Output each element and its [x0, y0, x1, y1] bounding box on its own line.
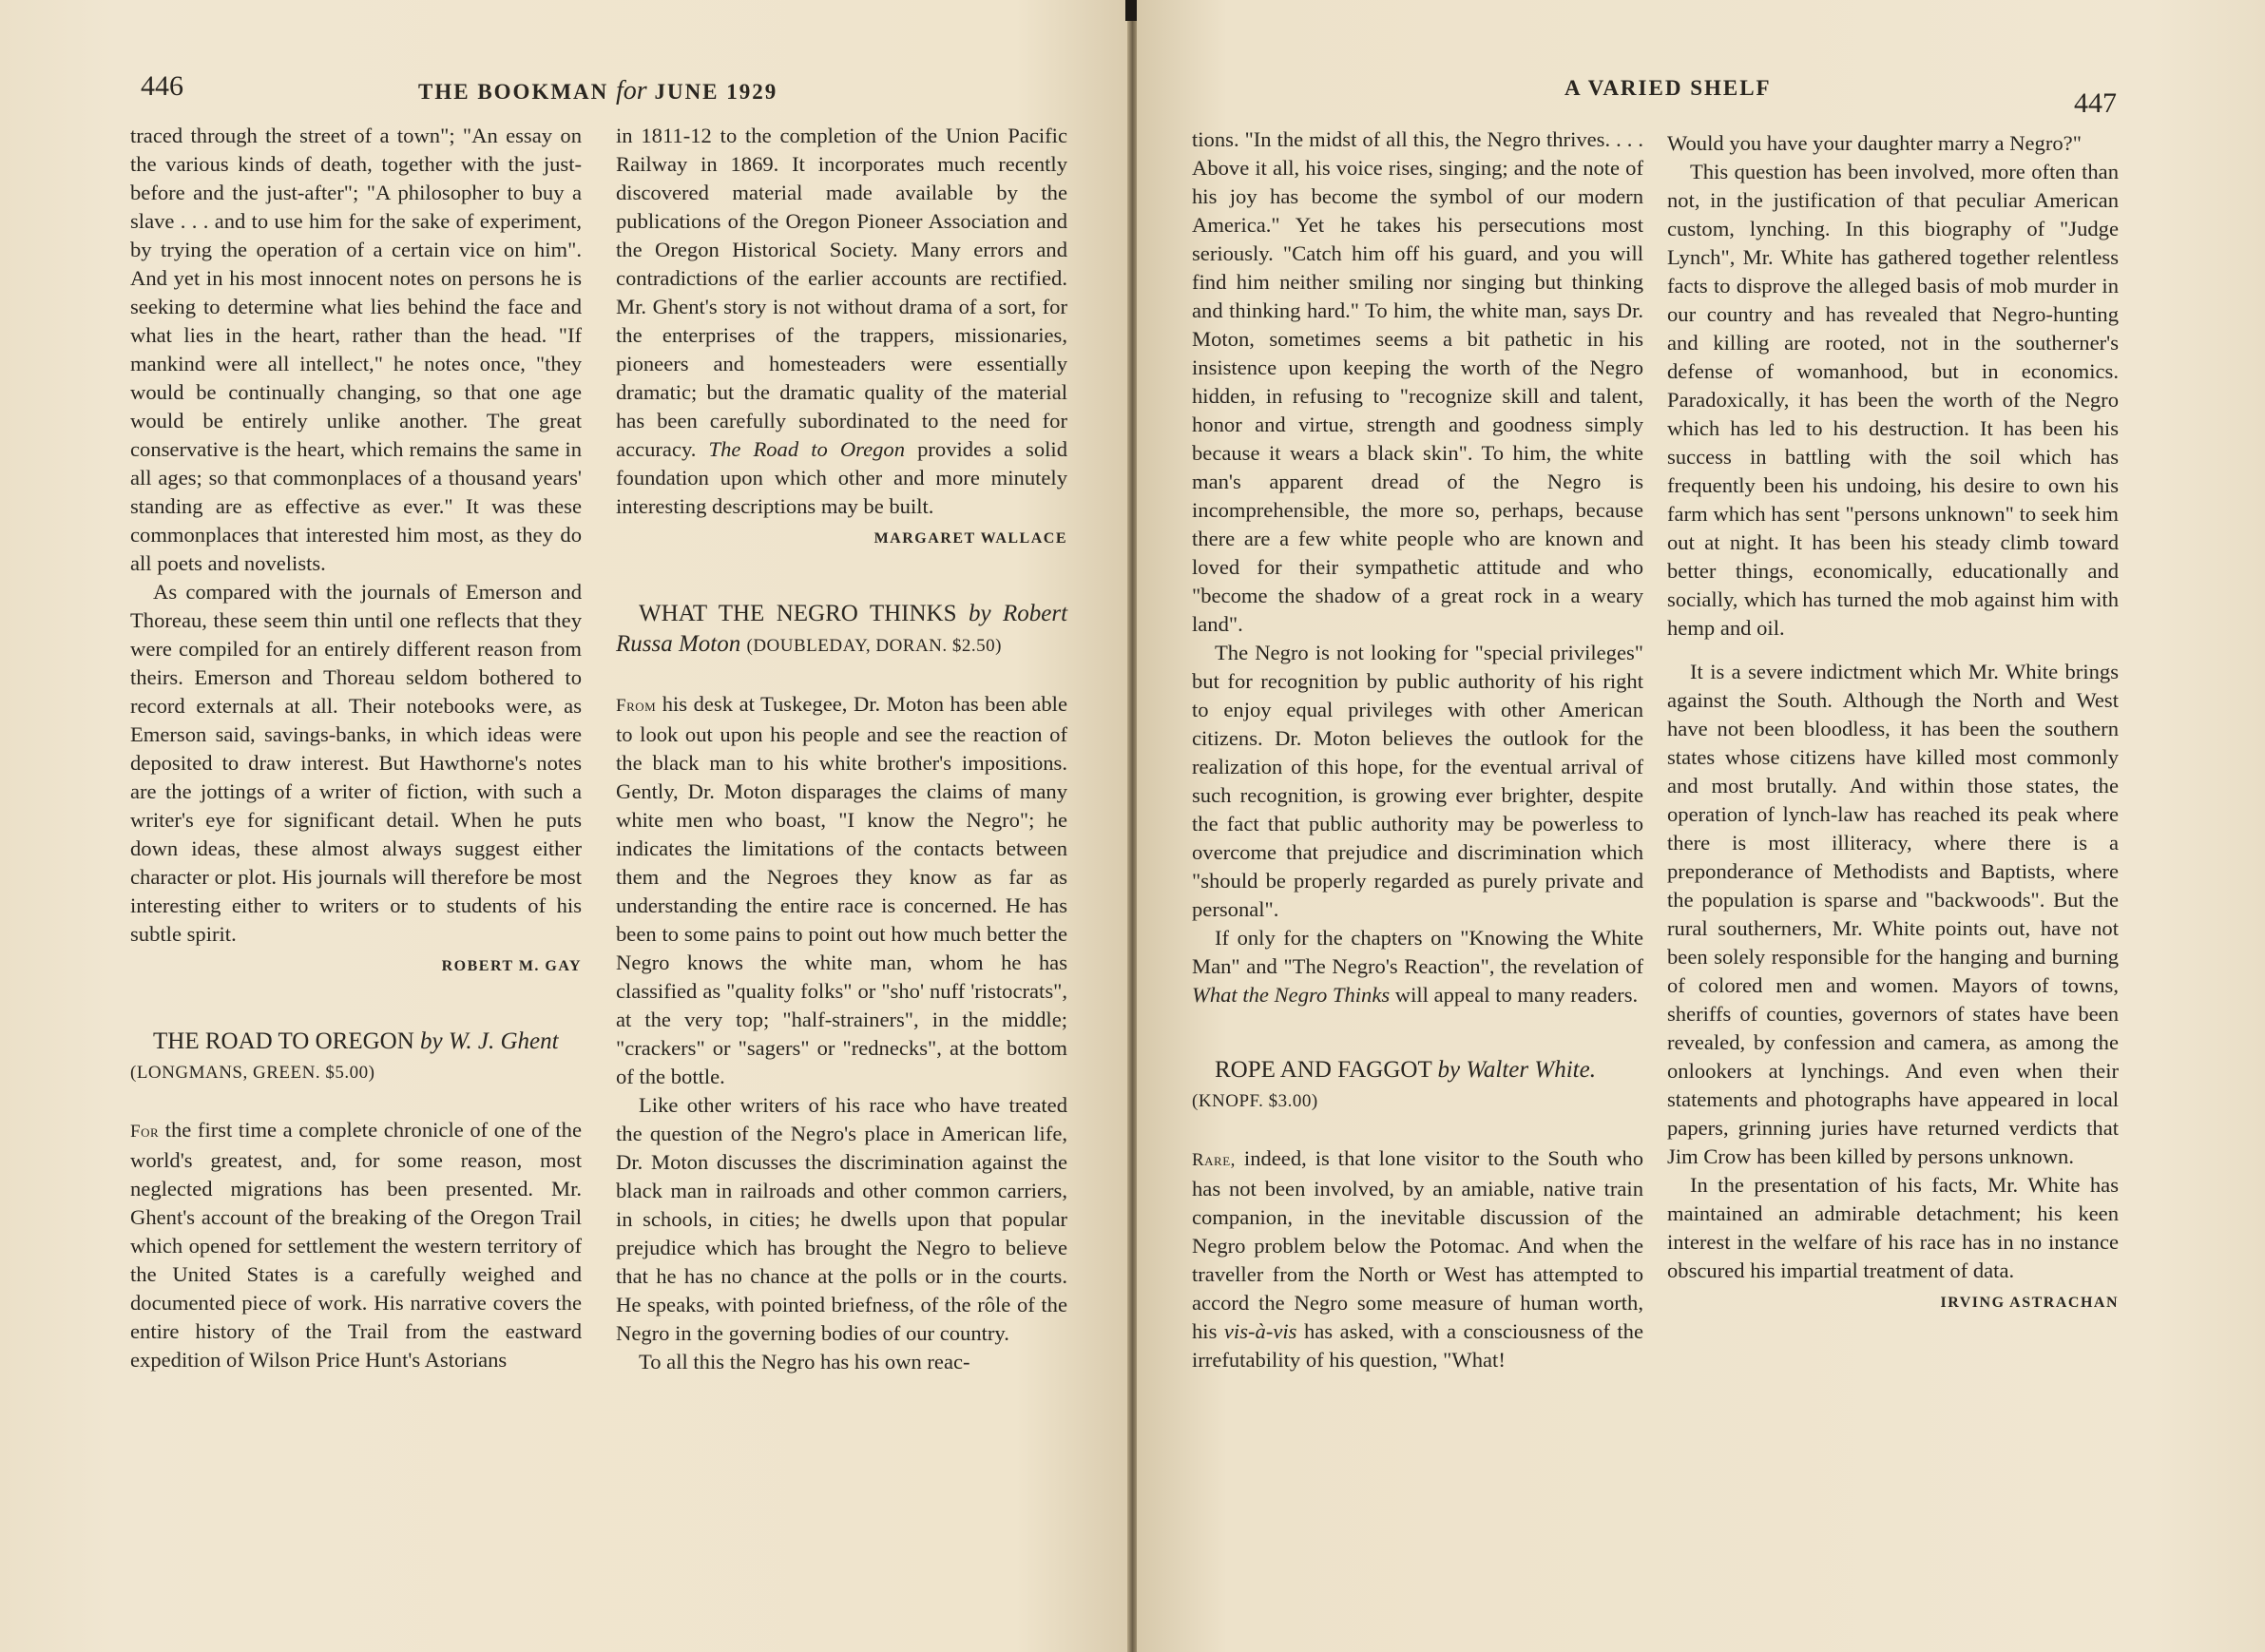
paragraph: in 1811-12 to the completion of the Union Pacific Railway in 1869. It incorporates much recently discovered material made available by the publications of the Oregon Pioneer Association and the Oregon Historical Society. Many errors and contradictions of the earlier accounts are rectified. Mr. Ghent's story is not without drama of a sort, for the enterprises of the trappers, missionaries, pioneers and homesteaders were essentially dramatic; but the dramatic quality of the material has been carefully subordinated to the need for accuracy. The Road to Oregon provides a solid foundation upon which other and more minutely interesting descriptions may be built. — [616, 124, 1067, 518]
paragraph: This question has been involved, more often than not, in the justification of that peculiar American custom, lynching. In this biography of "Judge Lynch", Mr. White has gathered together relentless facts to disprove the alleged basis of mob murder in our country and has revealed that Negro-hunting and killing are rooted, not in the southerner's defense of womanhood, but in economics. Paradoxically, it has been the worth of the Negro which has led to his destruction. It has been his success in battling with the soil which has frequently been his undoing, his desire to own his farm which has sent "persons unknown" to seek him out at night. It has been his steady climb toward better things, economically, educationally and socially, which has turned the mob against him with hemp and oil. — [1667, 160, 2119, 640]
paragraph: traced through the street of a town"; "An essay on the various kinds of death, together with the just-before and the just-after"; "A philosopher to buy a slave . . . and to use him for the sake of experiment, by trying the operation of a certain vice on him". And yet in his most innocent notes on persons he is seeking to determine what lies behind the face and what lies in the heart, rather than the head. "If mankind were all intellect," he notes once, "they would be continually changing, so that one age would be entirely unlike another. The great conservative is the heart, which remains the same in all ages; so that commonplaces of a thousand years' standing are as effective as ever." It was these commonplaces that interested him most, as they do all poets and novelists. — [130, 124, 582, 575]
book-title-ref: The Road to Oregon — [708, 437, 906, 461]
reviewer-signature: MARGARET WALLACE — [873, 530, 1067, 547]
reviewer-signature: IRVING ASTRACHAN — [1940, 1295, 2119, 1311]
review-publisher: (LONGMANS, GREEN. $5.00) — [130, 1063, 375, 1083]
left-column-1 — [130, 122, 582, 1374]
right-column-1 — [1192, 125, 1643, 1374]
running-head-text: THE BOOKMAN for JUNE 1929 — [418, 76, 778, 106]
paragraph: Would you have your daughter marry a Negro?" — [1667, 131, 2082, 155]
left-page — [0, 0, 1129, 1652]
running-head-right: A VARIED SHELF — [1564, 76, 1772, 100]
paragraph: It is a severe indictment which Mr. White brings against the South. Although the North and West have not been bloodless, it has been the southern states whose citizens have killed most commonly and most brutally. And within those states, the operation of lynch-law has reached its peak where there is most illiteracy, where there is a preponderance of Methodists and Baptists, where the population is sparse and "backwoods". But the rural southerners, Mr. White points out, have not been solely responsible for the hanging and burning of colored men and women. Mayors of towns, sheriffs of counties, governors of states have been revealed, by confession and camera, as among the onlookers at lynchings. And even when their statements and photographs have appeared in local papers, grinning juries have returned verdicts that Jim Crow has been killed by persons unknown. — [1667, 660, 2119, 1168]
lead-word: From — [616, 696, 657, 716]
paragraph: To all this the Negro has his own reac- — [639, 1350, 970, 1373]
review-publisher: (KNOPF. $3.00) — [1192, 1091, 1318, 1111]
left-column-2 — [616, 122, 1067, 1376]
paragraph: As compared with the journals of Emerson and Thoreau, these seem thin until one reflects that they were compiled for an entirely different reason from theirs. Emerson and Thoreau seldom bothered to record externals at all. Their notebooks were, as Emerson said, savings-banks, in which ideas were deposited to draw interest. But Hawthorne's notes are the jottings of a writer of fiction, with such a writer's eye for significant detail. When he puts down ideas, these almost always suggest either character or plot. His journals will therefore be most interesting either to writers or to students of his subtle spirit. — [130, 580, 582, 946]
paragraph: In the presentation of his facts, Mr. White has maintained an admirable detachment; his keen interest in the welfare of his race has in no instance obscured his impartial treatment of data. — [1667, 1173, 2119, 1282]
paragraph: tions. "In the midst of all this, the Negro thrives. . . . Above it all, his voice rises, singing; and the note of his joy has become the symbol of our modern America." Yet he takes his persecutions most seriously. "Catch him off his guard, and you will find him neither smiling nor singing but thinking and thinking hard." To him, the white man, says Dr. Moton, sometimes seems a bit pathetic in his insistence upon keeping the worth of the Negro hidden, in refusing to "recognize skill and talent, honor and virtue, strength and goodness simply because it wears a black skin". To him, the white man's apparent dread of the Negro is incomprehensible, the more so, perhaps, because there are a few white people who are known and loved for their sympathetic attitude and who "become the shadow of a great rock in a weary land". — [1192, 127, 1643, 636]
reviewer-signature: ROBERT M. GAY — [441, 958, 582, 974]
paragraph: For the first time a complete chronicle of one of the world's greatest, and, for some reason, most neglected migrations has been presented. Mr. Ghent's account of the breaking of the Oregon Trail which opened for settlement the western territory of the United States is a carefully weighed and documented piece of work. His narrative covers the entire history of the Trail from the eastward expedition of Wilson Price Hunt's Astorians — [130, 1118, 582, 1372]
review-author: by Robert Russa Moton — [616, 601, 1068, 657]
paragraph: If only for the chapters on "Knowing the White Man" and "The Negro's Reaction", the revelation of What the Negro Thinks will appeal to many readers. — [1192, 926, 1643, 1007]
review-author: by W. J. Ghent — [420, 1028, 559, 1054]
paragraph: Rare, indeed, is that lone visitor to the South who has not been involved, by an amiable, native train companion, in the inevitable discussion of the Negro problem below the Potomac. And when the traveller from the North or West has attempted to accord the Negro some measure of human worth, his vis-à-vis has asked, with a consciousness of the irrefutability of his question, "What! — [1192, 1146, 1644, 1372]
page-number-left: 446 — [141, 70, 183, 102]
right-column-2 — [1667, 129, 2119, 1317]
running-head-left — [418, 76, 777, 106]
review-heading — [130, 1027, 582, 1057]
review-title: WHAT THE NEGRO THINKS — [639, 601, 957, 626]
foreign-phrase: vis-à-vis — [1223, 1319, 1297, 1343]
review-title: THE ROAD TO OREGON — [153, 1028, 414, 1054]
review-title: ROPE AND FAGGOT — [1215, 1057, 1432, 1083]
lead-word: For — [130, 1122, 160, 1142]
lead-word: Rare, — [1192, 1150, 1236, 1170]
paragraph: The Negro is not looking for "special privileges" but for recognition by public authority of his right to enjoy equal privileges with other American citizens. Dr. Moton believes the outlook for the realization of this hope, for the eventual arrival of such recognition, is growing ever brighter, despite the fact that public authority may be powerless to overcome that prejudice and discrimination which "should be properly regarded as purely private and personal". — [1192, 641, 1643, 921]
review-heading — [616, 599, 1067, 662]
page-number-right: 447 — [2074, 87, 2117, 119]
review-heading — [1192, 1055, 1643, 1085]
review-author: by Walter White. — [1437, 1057, 1596, 1083]
right-page — [1137, 0, 2265, 1652]
book-title-ref: What the Negro Thinks — [1192, 983, 1391, 1007]
review-publisher: (DOUBLEDAY, DORAN. $2.50) — [746, 636, 1002, 656]
paragraph: From his desk at Tuskegee, Dr. Moton has been able to look out upon his people and see the reaction of the black man to his white brother's impositions. Gently, Dr. Moton disparages the claims of many white men who boast, "I know the Negro"; he indicates the limitations of the contacts between them and the Negroes they know as far as understanding the entire race is concerned. He has been to some pains to point out how much better the Negro knows the white man, whom he has classified as "quality folks" or "sho' nuff 'ristocrats", at the very top; "half-strainers", in the middle; "crackers" or "sagers" or "rednecks", at the bottom of the bottle. — [616, 692, 1067, 1088]
paragraph: Like other writers of his race who have treated the question of the Negro's place in American life, Dr. Moton discusses the discrimination against the black man in railroads and other common carriers, in schools, in cities; he dwells upon that popular prejudice which has brought the Negro to believe that he has no chance at the polls or in the courts. He speaks, with pointed briefness, of the rôle of the Negro in the governing bodies of our country. — [616, 1093, 1067, 1345]
